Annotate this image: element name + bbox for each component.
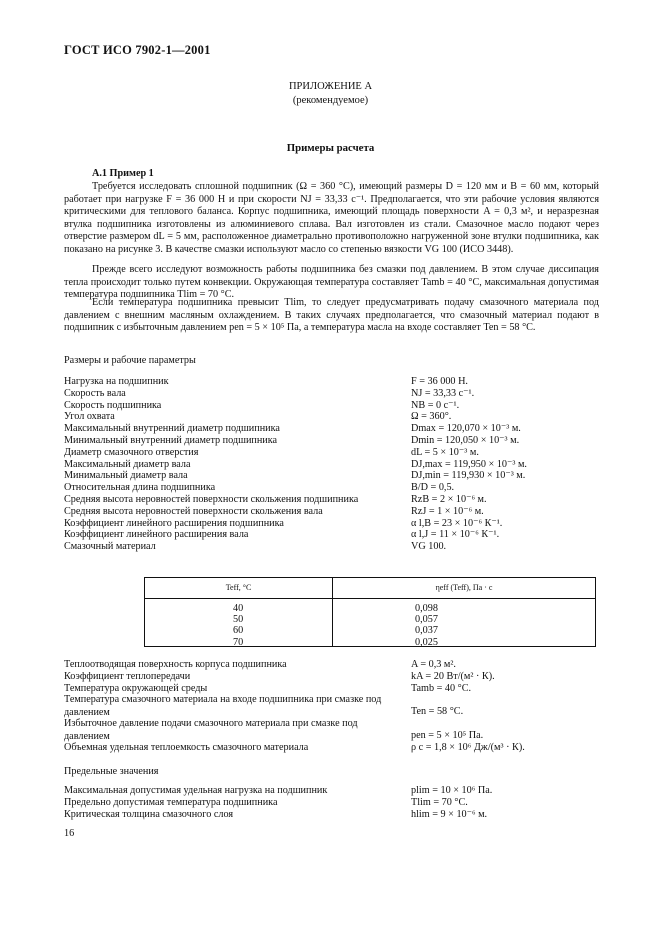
parameter-row	[64, 447, 604, 459]
parameter-value: Dmin = 120,050 × 10⁻³ м.	[411, 434, 520, 446]
parameter-label: Коэффициент линейного расширения подшипника	[64, 517, 284, 529]
parameter-row	[64, 411, 604, 423]
parameter-value: NB = 0 с⁻¹.	[411, 399, 460, 411]
parameter-value: α l,B = 23 × 10⁻⁶ К⁻¹.	[411, 517, 503, 529]
limits-list	[64, 785, 604, 820]
parameter-row	[64, 400, 604, 412]
parameter-row	[64, 694, 604, 718]
parameter-label: Нагрузка на подшипник	[64, 376, 169, 387]
parameter-label: Смазочный материал	[64, 541, 156, 553]
parameter-value: pen = 5 × 10⁵ Па.	[411, 729, 484, 741]
parameter-value: DJ,max = 119,950 × 10⁻³ м.	[411, 458, 527, 470]
parameter-row	[64, 541, 604, 553]
parameter-row	[64, 718, 604, 742]
parameter-row	[64, 518, 604, 530]
parameter-value: Tlim = 70 °С.	[411, 796, 468, 808]
parameter-row	[64, 376, 604, 388]
parameter-value: Dmax = 120,070 × 10⁻³ м.	[411, 423, 521, 435]
temperature-cell: 60	[233, 625, 244, 637]
example-heading: А.1 Пример 1	[92, 168, 154, 179]
temperature-cell: 70	[233, 636, 244, 648]
table-row	[145, 625, 595, 636]
parameter-row	[64, 659, 604, 671]
parameter-row	[64, 742, 604, 754]
parameter-row	[64, 529, 604, 541]
limits-label: Предельные значения	[64, 766, 159, 777]
viscosity-column-header: ηeff (Teff), Па · с	[435, 583, 493, 592]
temperature-cell: 40	[233, 603, 244, 614]
parameters-list	[64, 376, 604, 553]
parameters-list-2	[64, 659, 604, 753]
viscosity-cell: 0,025	[415, 636, 438, 648]
parameter-row	[64, 809, 604, 821]
parameter-label: Минимальный внутренний диаметр подшипника	[64, 434, 278, 446]
viscosity-cell: 0,037	[415, 625, 438, 637]
parameter-label: Угол охвата	[64, 411, 115, 423]
parameter-value: dL = 5 × 10⁻³ м.	[411, 446, 479, 458]
parameter-label: Скорость подшипника	[64, 399, 162, 411]
parameter-label: Максимальный диаметр вала	[64, 458, 191, 470]
parameter-row	[64, 683, 604, 695]
parameter-label: Коэффициент линейного расширения вала	[64, 529, 249, 541]
parameter-label: Объемная удельная теплоемкость смазочного материала	[64, 741, 309, 753]
table-row	[145, 603, 595, 614]
appendix-title: ПРИЛОЖЕНИЕ А	[288, 81, 373, 92]
parameter-label: Коэффициент теплопередачи	[64, 670, 191, 682]
page-number: 16	[64, 828, 75, 839]
paragraph-1: Требуется исследовать сплошной подшипник (Ω = 360 °С), имеющий размеры D = 120 мм и B = 60 мм, который работает при нагрузке F = 36 000 Н и при скорости NJ = 33,33 с⁻¹. Предполагается, что эти рабочие условия являются критическими для теплового баланса. Корпус подшипника, имеющий площадь поверхности A = 0,3 м², и неразрезная втулка подшипника изготовлены из алюминиевого сплава. Вал изготовлен из стали. Смазочное масло подают через отверстие размером dL = 5 мм, расположенное диаметрально противоположно нагруженной зоне втулки подшипника, как показано на рисунке 3. В качестве смазки используют масло со степенью вязкости VG 100 (ИСО 3448).	[64, 181, 599, 255]
paragraph-2: Прежде всего исследуют возможность работы подшипника без смазки под давлением. В этом случае диссипация тепла происходит только путем конвекции. Окружающая температура составляет Tamb = 40 °С, максимальная допустимая температура подшипника Tlim = 70 °С.	[64, 264, 599, 301]
parameter-row	[64, 671, 604, 683]
parameter-label: Скорость вала	[64, 387, 126, 399]
parameter-row	[64, 435, 604, 447]
table-row	[145, 614, 595, 625]
parameter-row	[64, 388, 604, 400]
parameter-label: Минимальный диаметр вала	[64, 470, 188, 482]
parameter-value: NJ = 33,33 с⁻¹.	[411, 387, 475, 399]
parameter-value: hlim = 9 × 10⁻⁶ м.	[411, 808, 488, 820]
parameter-label: Максимальная допустимая удельная нагрузка на подшипник	[64, 785, 328, 796]
parameter-label: Температура окружающей среды	[64, 682, 208, 694]
section-title: Примеры расчета	[286, 142, 375, 154]
parameter-row	[64, 459, 604, 471]
parameter-value: RzB = 2 × 10⁻⁶ м.	[411, 493, 487, 505]
temperature-column-header: Teff, °C	[225, 583, 252, 592]
parameter-label: Максимальный внутренний диаметр подшипника	[64, 423, 280, 435]
parameter-value: RzJ = 1 × 10⁻⁶ м.	[411, 505, 484, 517]
viscosity-table	[144, 577, 596, 647]
standard-header: ГОСТ ИСО 7902-1—2001	[64, 43, 211, 57]
parameter-label: Теплоотводящая поверхность корпуса подшипника	[64, 659, 287, 670]
parameter-label: Критическая толщина смазочного слоя	[64, 808, 234, 820]
parameter-value: Ω = 360°.	[411, 411, 452, 423]
parameter-label: Температура смазочного материала на входе подшипника при смазке под давлением	[64, 694, 382, 718]
parameter-value: B/D = 0,5.	[411, 482, 455, 494]
parameter-row	[64, 797, 604, 809]
parameter-value: ρ c = 1,8 × 10⁶ Дж/(м³ · К).	[411, 741, 525, 753]
viscosity-table-header	[145, 578, 595, 599]
parameter-value: Tamb = 40 °С.	[411, 682, 472, 694]
temperature-cell: 50	[233, 614, 244, 626]
parameter-row	[64, 482, 604, 494]
viscosity-table-body	[145, 603, 595, 648]
parameter-label: Избыточное давление подачи смазочного материала при смазке под давлением	[64, 717, 358, 742]
viscosity-cell: 0,057	[415, 614, 438, 626]
parameter-value: α l,J = 11 × 10⁻⁶ К⁻¹.	[411, 529, 500, 541]
table-row	[145, 637, 595, 648]
parameter-value: DJ,min = 119,930 × 10⁻³ м.	[411, 470, 526, 482]
parameter-value: Ten = 58 °С.	[411, 706, 464, 718]
appendix-subtitle: (рекомендуемое)	[292, 95, 369, 106]
parameter-row	[64, 785, 604, 797]
parameter-label: Относительная длина подшипника	[64, 482, 216, 494]
parameter-value: kA = 20 Вт/(м² · К).	[411, 670, 495, 682]
parameter-row	[64, 494, 604, 506]
parameter-row	[64, 470, 604, 482]
dimensions-label: Размеры и рабочие параметры	[64, 355, 196, 366]
parameter-label: Предельно допустимая температура подшипника	[64, 796, 278, 808]
parameter-value: plim = 10 × 10⁶ Па.	[411, 785, 493, 796]
parameter-label: Диаметр смазочного отверстия	[64, 446, 199, 458]
parameter-value: F = 36 000 Н.	[411, 376, 468, 387]
parameter-label: Средняя высота неровностей поверхности скольжения вала	[64, 505, 323, 517]
parameter-label: Средняя высота неровностей поверхности скольжения подшипника	[64, 493, 359, 505]
viscosity-cell: 0,098	[415, 603, 438, 614]
parameter-value: VG 100.	[411, 541, 447, 553]
parameter-row	[64, 506, 604, 518]
paragraph-3: Если температура подшипника превысит Tlim, то следует предусматривать подачу смазочного материала под давлением с внешним масляным охлаждением. В таких случаях предполагается, что смазочный материал подают в подшипник с избыточным давлением pen = 5 × 10⁵ Па, а температура масла на входе составляет Ten = 58 °С.	[64, 297, 599, 334]
parameter-row	[64, 423, 604, 435]
parameter-value: A = 0,3 м².	[411, 659, 456, 670]
